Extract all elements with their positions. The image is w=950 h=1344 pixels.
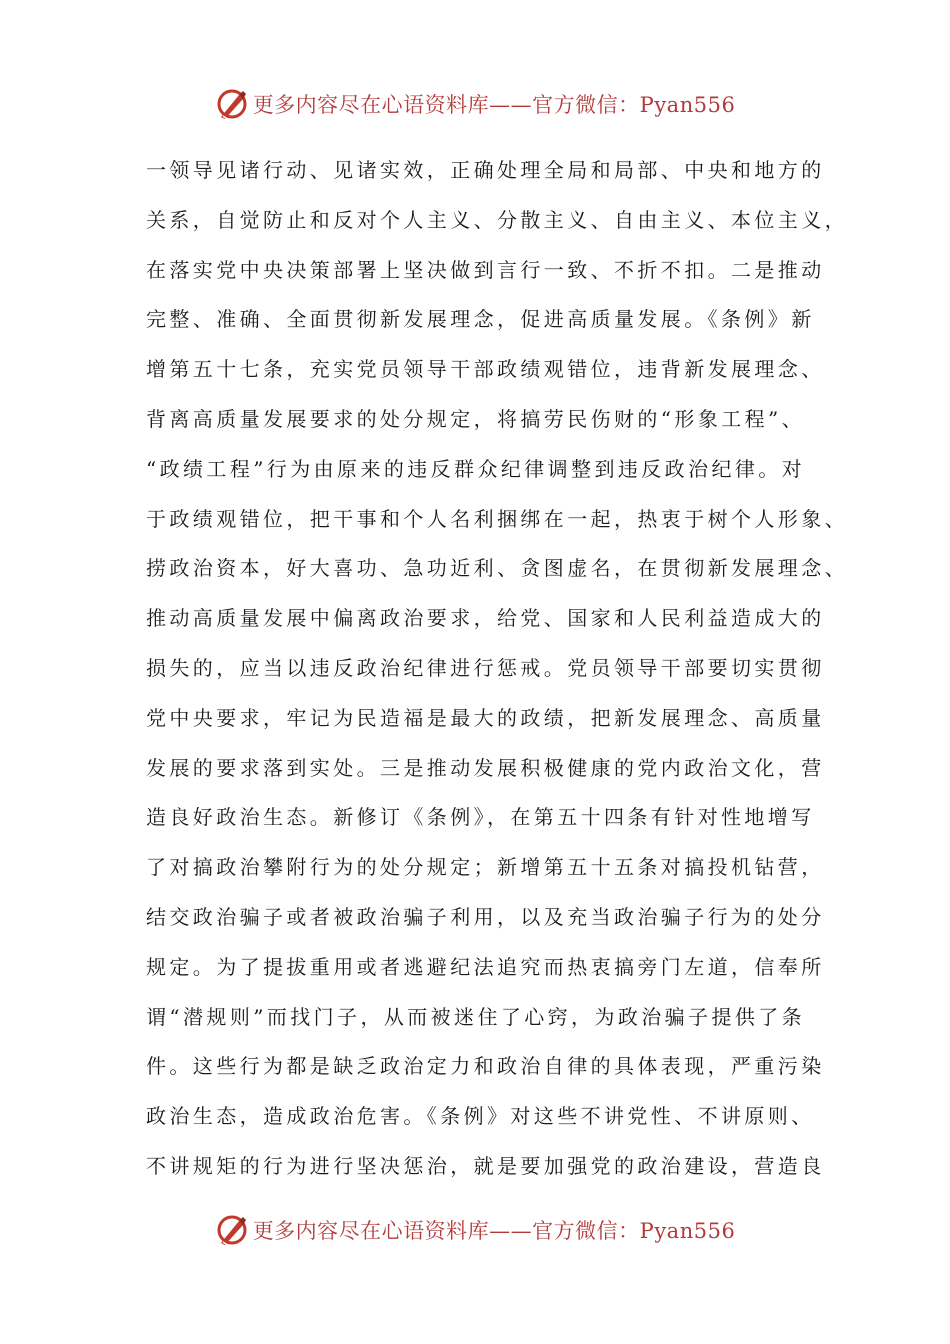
- text-line: 捞政治资本，好大喜功、急功近利、贪图虚名，在贯彻新发展理念、: [146, 556, 848, 581]
- text-line: 增第五十七条，充实党员领导干部政绩观错位，违背新发展理念、: [146, 357, 825, 382]
- pen-logo-icon: [215, 87, 249, 121]
- footer-banner-text: 更多内容尽在心语资料库——官方微信：Pyan556: [252, 1219, 736, 1243]
- document-body: [146, 146, 848, 1192]
- text-line: 谓“潜规则”而找门子，从而被迷住了心窍，为政治骗子提供了条: [146, 1004, 806, 1029]
- text-line: “政绩工程”行为由原来的违反群众纪律调整到违反政治纪律。对: [146, 456, 806, 481]
- pen-logo-icon: [215, 1213, 249, 1247]
- header-banner: [0, 84, 950, 124]
- text-line: 结交政治骗子或者被政治骗子利用，以及充当政治骗子行为的处分: [146, 904, 825, 929]
- text-line: 不讲规矩的行为进行坚决惩治，就是要加强党的政治建设，营造良: [146, 1153, 825, 1178]
- text-line: 党中央要求，牢记为民造福是最大的政绩，把新发展理念、高质量: [146, 705, 825, 730]
- text-line: 损失的，应当以违反政治纪律进行惩戒。党员领导干部要切实贯彻: [146, 655, 825, 680]
- text-line: 造良好政治生态。新修订《条例》，在第五十四条有针对性地增写: [146, 805, 815, 830]
- text-line: 政治生态，造成政治危害。《条例》对这些不讲党性、不讲原则、: [146, 1104, 815, 1129]
- text-line: 完整、准确、全面贯彻新发展理念，促进高质量发展。《条例》新: [146, 307, 815, 332]
- text-line: 关系，自觉防止和反对个人主义、分散主义、自由主义、本位主义，: [146, 207, 848, 232]
- text-line: 发展的要求落到实处。三是推动发展积极健康的党内政治文化，营: [146, 755, 825, 780]
- footer-banner: [0, 1210, 950, 1250]
- text-line: 了对搞政治攀附行为的处分规定；新增第五十五条对搞投机钻营，: [146, 855, 825, 880]
- text-line: 规定。为了提拔重用或者逃避纪法追究而热衷搞旁门左道，信奉所: [146, 954, 825, 979]
- text-line: 件。这些行为都是缺乏政治定力和政治自律的具体表现，严重污染: [146, 1054, 825, 1079]
- text-line: 于政绩观错位，把干事和个人名利捆绑在一起，热衷于树个人形象、: [146, 506, 848, 531]
- header-banner-text: 更多内容尽在心语资料库——官方微信：Pyan556: [252, 93, 736, 117]
- text-line: 推动高质量发展中偏离政治要求，给党、国家和人民利益造成大的: [146, 606, 825, 631]
- text-line: 在落实党中央决策部署上坚决做到言行一致、不折不扣。二是推动: [146, 257, 825, 282]
- text-line: 背离高质量发展要求的处分规定，将搞劳民伤财的“形象工程”、: [146, 406, 806, 431]
- text-line: 一领导见诸行动、见诸实效，正确处理全局和局部、中央和地方的: [146, 158, 825, 182]
